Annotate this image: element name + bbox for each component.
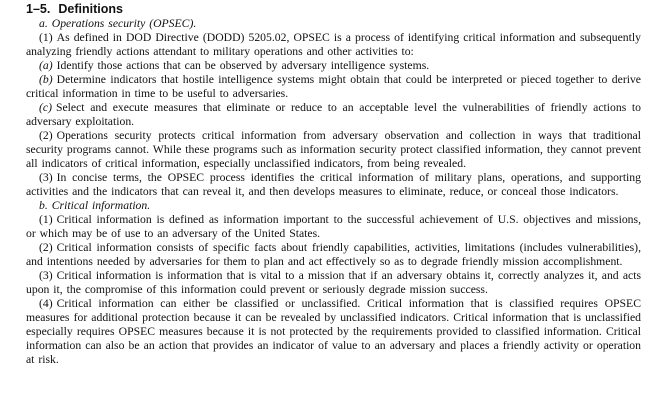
paragraph-b1 bbox=[26, 213, 641, 241]
paragraph-b bbox=[26, 199, 641, 213]
paragraph-text: Critical information consists of specific facts about friendly capabilities, activities, limitations (includes vulnerabilities), and intentions needed by adversaries for them to plan and act effectively so as to degrade friendly mission accomplishment. bbox=[26, 241, 641, 268]
paragraph-b3 bbox=[26, 269, 641, 297]
paragraph-a1 bbox=[26, 31, 641, 59]
paragraph-a bbox=[26, 17, 641, 31]
paragraph-text: Determine indicators that hostile intelligence systems might obtain that could be interpreted or pieced together to derive critical information in time to be useful to adversaries. bbox=[26, 73, 641, 100]
paragraph-text: Operations security protects critical information from adversary observation and collection in ways that traditional security programs cannot. While these programs such as information security protect classified information, they cannot prevent all indicators of critical information, especially unclassified indicators, from being revealed. bbox=[26, 129, 641, 170]
paragraph-label: b. bbox=[39, 199, 48, 212]
paragraph-a3 bbox=[26, 171, 641, 199]
paragraph-a1c bbox=[26, 101, 641, 129]
paragraph-label: (b) bbox=[39, 73, 53, 86]
paragraph-text: Identify those actions that can be observed by adversary intelligence systems. bbox=[56, 59, 430, 72]
paragraph-text: Critical information can either be classified or unclassified. Critical information that is classified requires OPSEC measures for additional protection because it can be revealed by unclassified indicators. Critical information that is unclassified especially requires OPSEC measures because it is not protected by the requirements provided to classified information. Critical information can also be an action that provides an indicator of value to an adversary and places a friendly activity or operation at risk. bbox=[26, 297, 641, 366]
paragraph-text: Critical information is defined as information important to the successful achievement of U.S. objectives and missions, or which may be of use to an adversary of the United States. bbox=[26, 213, 641, 240]
paragraph-text: In concise terms, the OPSEC process identifies the critical information of military plans, operations, and supporting activities and the indicators that can reveal it, and then develops measures to eliminate, reduce, or conceal those indicators. bbox=[26, 171, 641, 198]
paragraph-text: As defined in DOD Directive (DODD) 5205.02, OPSEC is a process of identifying critical information and subsequently analyzing friendly actions attendant to military operations and other activities to: bbox=[26, 31, 641, 58]
paragraph-a2 bbox=[26, 129, 641, 171]
paragraph-label: (3) bbox=[39, 171, 53, 184]
paragraph-label: (4) bbox=[39, 297, 53, 310]
paragraph-label: (a) bbox=[39, 59, 53, 72]
paragraph-label: (2) bbox=[39, 129, 53, 142]
paragraph-a1a bbox=[26, 59, 641, 73]
paragraph-text: Critical information is information that is vital to a mission that if an adversary obtains it, correctly analyzes it, and acts upon it, the compromise of this information could prevent or seriously degrade mission success. bbox=[26, 269, 641, 296]
paragraph-label: (2) bbox=[39, 241, 53, 254]
paragraph-label: (3) bbox=[39, 269, 53, 282]
paragraph-text: Critical information. bbox=[51, 199, 151, 212]
section-title: Definitions bbox=[58, 2, 123, 16]
paragraph-b4 bbox=[26, 297, 641, 367]
paragraph-label: (1) bbox=[39, 31, 53, 44]
paragraph-b2 bbox=[26, 241, 641, 269]
paragraph-label: a. bbox=[39, 17, 48, 30]
section-heading bbox=[26, 2, 641, 17]
section-number: 1–5. bbox=[26, 2, 51, 16]
paragraph-text: Operations security (OPSEC). bbox=[51, 17, 197, 30]
paragraph-text: Select and execute measures that eliminate or reduce to an acceptable level the vulnerabilities of friendly actions to adversary exploitation. bbox=[26, 101, 641, 128]
paragraph-a1b bbox=[26, 73, 641, 101]
paragraph-label: (c) bbox=[39, 101, 52, 114]
paragraph-label: (1) bbox=[39, 213, 53, 226]
